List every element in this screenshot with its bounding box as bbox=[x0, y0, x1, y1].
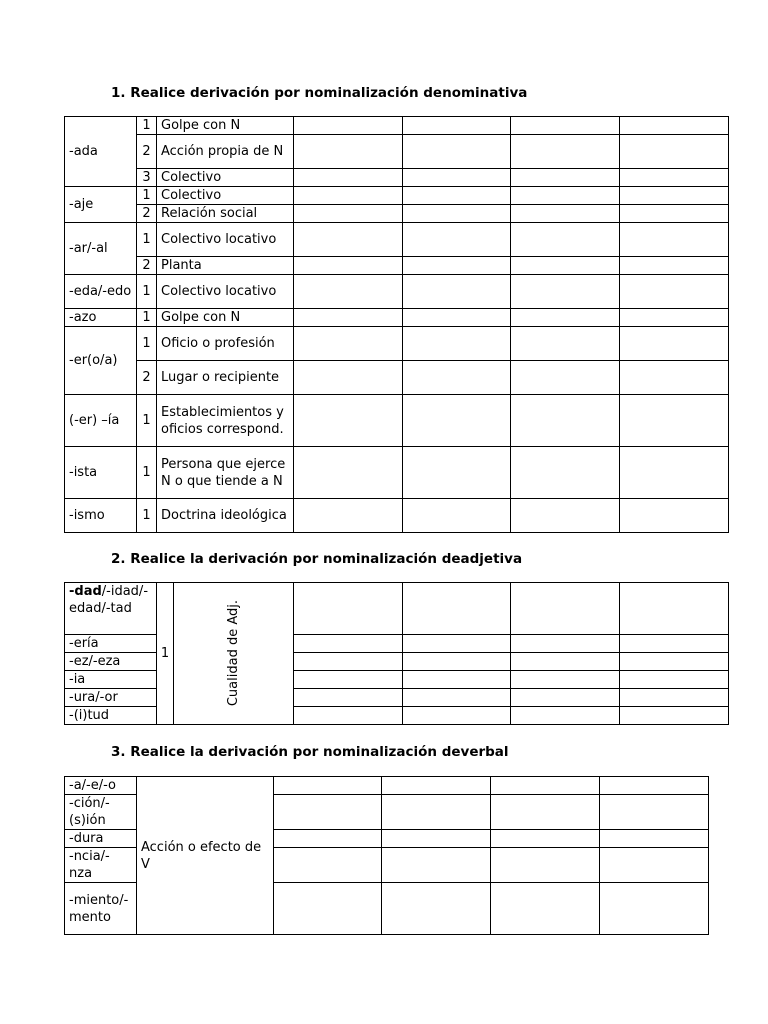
answer-cell[interactable] bbox=[600, 830, 709, 848]
answer-cell[interactable] bbox=[511, 257, 620, 275]
answer-cell[interactable] bbox=[620, 499, 729, 533]
answer-cell[interactable] bbox=[403, 395, 511, 447]
answer-cell[interactable] bbox=[620, 169, 729, 187]
answer-cell[interactable] bbox=[620, 635, 729, 653]
answer-cell[interactable] bbox=[511, 395, 620, 447]
section-3-heading: 3. Realice la derivación por nominalización deverbal bbox=[111, 744, 509, 760]
answer-cell[interactable] bbox=[403, 361, 511, 395]
answer-cell[interactable] bbox=[274, 848, 382, 883]
answer-cell[interactable] bbox=[491, 830, 600, 848]
answer-cell[interactable] bbox=[403, 635, 511, 653]
meaning-cell: Doctrina ideológica bbox=[157, 499, 294, 533]
answer-cell[interactable] bbox=[620, 671, 729, 689]
answer-cell[interactable] bbox=[511, 169, 620, 187]
answer-cell[interactable] bbox=[403, 689, 511, 707]
answer-cell[interactable] bbox=[382, 830, 491, 848]
suffix-cell: -dura bbox=[65, 830, 137, 848]
answer-cell[interactable] bbox=[294, 635, 403, 653]
answer-cell[interactable] bbox=[600, 848, 709, 883]
answer-cell[interactable] bbox=[600, 777, 709, 795]
answer-cell[interactable] bbox=[511, 671, 620, 689]
answer-cell[interactable] bbox=[511, 327, 620, 361]
meaning-cell: Persona que ejerce N o que tiende a N bbox=[157, 447, 294, 499]
answer-cell[interactable] bbox=[403, 257, 511, 275]
answer-cell[interactable] bbox=[620, 257, 729, 275]
answer-cell[interactable] bbox=[403, 275, 511, 309]
suffix-cell: -a/-e/-o bbox=[65, 777, 137, 795]
table-row bbox=[65, 187, 729, 205]
answer-cell[interactable] bbox=[511, 583, 620, 635]
section-1-heading: 1. Realice derivación por nominalización denominativa bbox=[111, 85, 528, 101]
answer-cell[interactable] bbox=[294, 135, 403, 169]
meaning-cell: Acción propia de N bbox=[157, 135, 294, 169]
sense-number: 1 bbox=[137, 499, 157, 533]
sense-number: 1 bbox=[137, 309, 157, 327]
answer-cell[interactable] bbox=[511, 447, 620, 499]
answer-cell[interactable] bbox=[294, 205, 403, 223]
table-row bbox=[65, 169, 729, 187]
answer-cell[interactable] bbox=[403, 653, 511, 671]
answer-cell[interactable] bbox=[511, 635, 620, 653]
answer-cell[interactable] bbox=[274, 777, 382, 795]
answer-cell[interactable] bbox=[620, 583, 729, 635]
answer-cell[interactable] bbox=[511, 707, 620, 725]
suffix-cell: (-er) –ía bbox=[65, 395, 137, 447]
table-row bbox=[65, 361, 729, 395]
table-row bbox=[65, 135, 729, 169]
answer-cell[interactable] bbox=[382, 848, 491, 883]
answer-cell[interactable] bbox=[403, 169, 511, 187]
deverbal-table bbox=[64, 776, 709, 935]
suffix-cell: -ada bbox=[65, 117, 137, 187]
sense-number: 2 bbox=[137, 135, 157, 169]
meaning-cell bbox=[174, 583, 294, 725]
answer-cell[interactable] bbox=[511, 309, 620, 327]
suffix-cell: -aje bbox=[65, 187, 137, 223]
meaning-cell: Lugar o recipiente bbox=[157, 361, 294, 395]
answer-cell[interactable] bbox=[620, 309, 729, 327]
answer-cell[interactable] bbox=[294, 223, 403, 257]
suffix-cell: -eda/-edo bbox=[65, 275, 137, 309]
answer-cell[interactable] bbox=[294, 671, 403, 689]
suffix-cell: -(i)tud bbox=[65, 707, 157, 725]
suffix-bold-part: -dad bbox=[69, 584, 102, 599]
answer-cell[interactable] bbox=[620, 187, 729, 205]
sense-number: 2 bbox=[137, 205, 157, 223]
answer-cell[interactable] bbox=[294, 117, 403, 135]
answer-cell[interactable] bbox=[511, 653, 620, 671]
answer-cell[interactable] bbox=[294, 689, 403, 707]
sense-number: 1 bbox=[137, 447, 157, 499]
table-row bbox=[65, 395, 729, 447]
answer-cell[interactable] bbox=[511, 117, 620, 135]
answer-cell[interactable] bbox=[294, 257, 403, 275]
sense-number: 1 bbox=[137, 275, 157, 309]
answer-cell[interactable] bbox=[620, 395, 729, 447]
table-row bbox=[65, 275, 729, 309]
sense-number: 1 bbox=[137, 327, 157, 361]
suffix-cell: -ar/-al bbox=[65, 223, 137, 275]
answer-cell[interactable] bbox=[403, 327, 511, 361]
meaning-cell: Oficio o profesión bbox=[157, 327, 294, 361]
answer-cell[interactable] bbox=[620, 117, 729, 135]
suffix-rest-part: /-idad/-edad/-tad bbox=[69, 584, 149, 616]
answer-cell[interactable] bbox=[620, 689, 729, 707]
meaning-label: Cualidad de Adj. bbox=[226, 600, 241, 707]
section-2-heading: 2. Realice la derivación por nominalización deadjetiva bbox=[111, 551, 523, 567]
answer-cell[interactable] bbox=[403, 583, 511, 635]
suffix-cell: -ería bbox=[65, 635, 157, 653]
answer-cell[interactable] bbox=[403, 223, 511, 257]
suffix-cell: -azo bbox=[65, 309, 137, 327]
answer-cell[interactable] bbox=[511, 361, 620, 395]
answer-cell[interactable] bbox=[620, 361, 729, 395]
answer-cell[interactable] bbox=[382, 883, 491, 935]
table-row bbox=[65, 327, 729, 361]
answer-cell[interactable] bbox=[511, 223, 620, 257]
answer-cell[interactable] bbox=[620, 205, 729, 223]
answer-cell[interactable] bbox=[620, 275, 729, 309]
table-row bbox=[65, 309, 729, 327]
answer-cell[interactable] bbox=[294, 169, 403, 187]
answer-cell[interactable] bbox=[382, 795, 491, 830]
answer-cell[interactable] bbox=[511, 205, 620, 223]
answer-cell[interactable] bbox=[620, 707, 729, 725]
table-row bbox=[65, 257, 729, 275]
meaning-cell: Colectivo locativo bbox=[157, 223, 294, 257]
suffix-cell: -miento/-mento bbox=[65, 883, 137, 935]
sense-number: 1 bbox=[137, 223, 157, 257]
denominative-table bbox=[64, 116, 729, 533]
meaning-cell: Colectivo bbox=[157, 169, 294, 187]
answer-cell[interactable] bbox=[294, 395, 403, 447]
suffix-cell: -ia bbox=[65, 671, 157, 689]
deadjectival-table bbox=[64, 582, 729, 725]
table-row bbox=[65, 205, 729, 223]
suffix-cell: -ismo bbox=[65, 499, 137, 533]
answer-cell[interactable] bbox=[294, 447, 403, 499]
answer-cell[interactable] bbox=[600, 795, 709, 830]
sense-number: 1 bbox=[137, 117, 157, 135]
answer-cell[interactable] bbox=[403, 187, 511, 205]
suffix-cell bbox=[65, 583, 157, 635]
suffix-cell: -ura/-or bbox=[65, 689, 157, 707]
answer-cell[interactable] bbox=[294, 653, 403, 671]
suffix-cell: -ción/-(s)ión bbox=[65, 795, 137, 830]
answer-cell[interactable] bbox=[274, 795, 382, 830]
answer-cell[interactable] bbox=[403, 707, 511, 725]
answer-cell[interactable] bbox=[620, 223, 729, 257]
answer-cell[interactable] bbox=[511, 689, 620, 707]
suffix-cell: -ez/-eza bbox=[65, 653, 157, 671]
sense-number: 2 bbox=[137, 361, 157, 395]
answer-cell[interactable] bbox=[491, 777, 600, 795]
answer-cell[interactable] bbox=[620, 327, 729, 361]
answer-cell[interactable] bbox=[294, 499, 403, 533]
table-row bbox=[65, 117, 729, 135]
meaning-cell: Colectivo locativo bbox=[157, 275, 294, 309]
answer-cell[interactable] bbox=[403, 499, 511, 533]
answer-cell[interactable] bbox=[511, 499, 620, 533]
suffix-cell: -er(o/a) bbox=[65, 327, 137, 395]
answer-cell[interactable] bbox=[491, 883, 600, 935]
sense-number: 3 bbox=[137, 169, 157, 187]
answer-cell[interactable] bbox=[294, 361, 403, 395]
answer-cell[interactable] bbox=[274, 883, 382, 935]
answer-cell[interactable] bbox=[294, 583, 403, 635]
table-row bbox=[65, 223, 729, 257]
answer-cell[interactable] bbox=[294, 707, 403, 725]
answer-cell[interactable] bbox=[620, 447, 729, 499]
table-row bbox=[65, 777, 709, 795]
answer-cell[interactable] bbox=[403, 117, 511, 135]
answer-cell[interactable] bbox=[403, 135, 511, 169]
answer-cell[interactable] bbox=[491, 848, 600, 883]
answer-cell[interactable] bbox=[294, 187, 403, 205]
sense-number: 2 bbox=[137, 257, 157, 275]
suffix-cell: -ncia/-nza bbox=[65, 848, 137, 883]
answer-cell[interactable] bbox=[620, 135, 729, 169]
meaning-cell: Planta bbox=[157, 257, 294, 275]
answer-cell[interactable] bbox=[600, 883, 709, 935]
sense-number: 1 bbox=[157, 583, 174, 725]
answer-cell[interactable] bbox=[491, 795, 600, 830]
meaning-cell: Golpe con N bbox=[157, 309, 294, 327]
answer-cell[interactable] bbox=[403, 205, 511, 223]
answer-cell[interactable] bbox=[511, 135, 620, 169]
meaning-cell: Colectivo bbox=[157, 187, 294, 205]
answer-cell[interactable] bbox=[511, 187, 620, 205]
answer-cell[interactable] bbox=[403, 671, 511, 689]
answer-cell[interactable] bbox=[294, 275, 403, 309]
answer-cell[interactable] bbox=[403, 309, 511, 327]
meaning-cell: Establecimientos y oficios correspond. bbox=[157, 395, 294, 447]
meaning-cell: Relación social bbox=[157, 205, 294, 223]
answer-cell[interactable] bbox=[294, 309, 403, 327]
table-row bbox=[65, 499, 729, 533]
answer-cell[interactable] bbox=[403, 447, 511, 499]
sense-number: 1 bbox=[137, 395, 157, 447]
answer-cell[interactable] bbox=[620, 653, 729, 671]
table-row bbox=[65, 447, 729, 499]
answer-cell[interactable] bbox=[294, 327, 403, 361]
sense-number: 1 bbox=[137, 187, 157, 205]
suffix-cell: -ista bbox=[65, 447, 137, 499]
answer-cell[interactable] bbox=[274, 830, 382, 848]
meaning-cell: Golpe con N bbox=[157, 117, 294, 135]
answer-cell[interactable] bbox=[382, 777, 491, 795]
meaning-cell: Acción o efecto de V bbox=[137, 777, 274, 935]
answer-cell[interactable] bbox=[511, 275, 620, 309]
table-row bbox=[65, 583, 729, 635]
